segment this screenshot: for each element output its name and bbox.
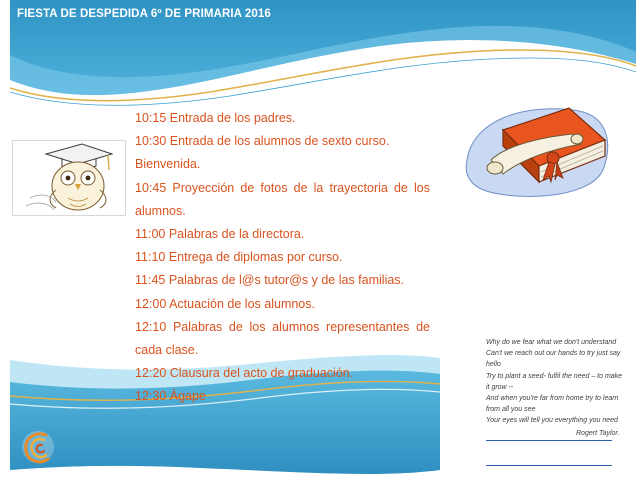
- quote-line: And when you're far from home try to learn from all you see: [486, 395, 619, 414]
- page-title: FIESTA DE DESPEDIDA 6º DE PRIMARIA 2016: [17, 8, 271, 20]
- blank-rule: [486, 465, 612, 466]
- schedule-item: 10:15 Entrada de los padres.: [135, 111, 296, 125]
- schedule-item: 12:00 Actuación de los alumnos.: [135, 296, 315, 311]
- quote-line: Try to plant a seed- fulfil the need – to make it grow --: [486, 372, 623, 391]
- quote-author: Rogert Taylor.: [576, 430, 620, 437]
- schedule-item: 12:20 Clausura del acto de graduación.: [135, 366, 354, 381]
- schedule-item: 10:45 Proyección de fotos de la trayectoria de los alumnos.: [135, 180, 430, 218]
- schedule-list: [135, 107, 430, 409]
- diploma-book-icon: [463, 100, 613, 200]
- quote-line: Can't we reach out our hands to try just say hello: [486, 350, 621, 369]
- school-logo-icon: [20, 427, 56, 467]
- schedule-item: 12:30 Ágape: [135, 389, 206, 404]
- schedule-item: 11:00 Palabras de la directora.: [135, 227, 305, 242]
- song-quote: [486, 337, 626, 427]
- quote-line: Why do we fear what we don't understand: [486, 339, 617, 346]
- schedule-item: 11:45 Palabras de l@s tutor@s y de las familias.: [135, 273, 405, 288]
- quote-line: Your eyes will tell you everything you need: [486, 417, 618, 425]
- signature-rule: [486, 440, 612, 441]
- graduation-owl-icon: [12, 140, 126, 216]
- schedule-item: 10:30 Entrada de los alumnos de sexto curso. Bienvenida.: [135, 134, 390, 172]
- schedule-item: 12:10 Palabras de los alumnos representantes de cada clase.: [135, 319, 430, 358]
- schedule-item: 11:10 Entrega de diplomas por curso.: [135, 250, 343, 265]
